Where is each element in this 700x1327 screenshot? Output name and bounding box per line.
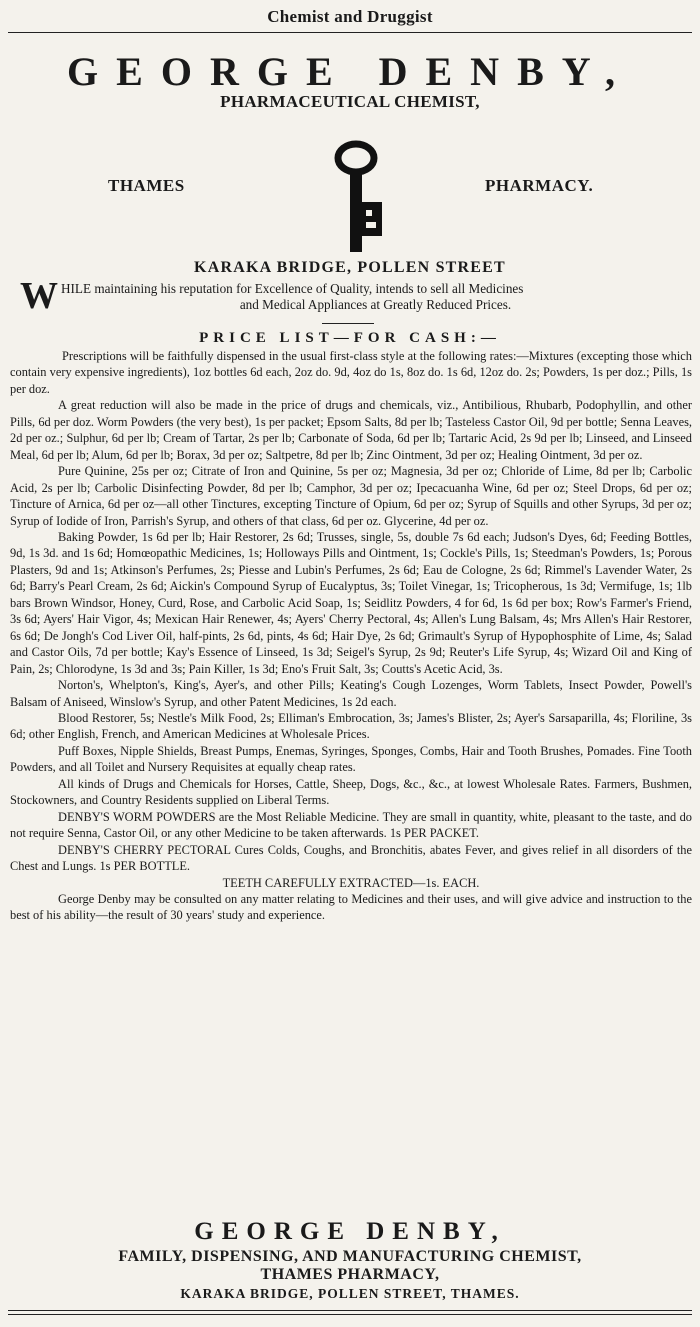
paragraph-patent-medicines: Norton's, Whelpton's, King's, Ayer's, and other Pills; Keating's Cough Lozenges, Worm Tablets, Insect Powder, Powell's Balsam of Aniseed, Winslow's Syrup, and other Patent Medicines, 1s 2d each. <box>10 678 692 709</box>
top-rule <box>8 32 692 33</box>
paragraph-quinine: Pure Quinine, 25s per oz; Citrate of Iron and Quinine, 5s per oz; Magnesia, 3d per oz; Chloride of Lime, 8d per lb; Carbolic Acid, 2s per lb; Carbolic Disinfecting Powder, 8d per lb; Camphor, 3d per oz; Ipecacuanha Wine, 6d per oz; Steel Drops, 6d per oz; Tincture of Arnica, 6d per oz—all other Tinctures, excepting Tincture of Opium, 6d per oz; Syrup of Squills and other Syrups, 3d per oz; Syrup of Iodide of Iron, Parrish's Syrup, and others of that class, 6d per oz. Glycerine, 4d per oz. <box>10 464 692 528</box>
pharmacy-label: PHARMACY. <box>485 176 594 195</box>
paragraph-toilet-requisites: Puff Boxes, Nipple Shields, Breast Pumps, Enemas, Syringes, Sponges, Combs, Hair and Tooth Brushes, Pomades. Fine Tooth Powders, and all Toilet and Nursery Requisites at equally cheap rates. <box>10 743 692 775</box>
bottom-rule-2 <box>8 1314 692 1315</box>
paragraph-veterinary: All kinds of Drugs and Chemicals for Horses, Cattle, Sheep, Dogs, &c., &c., at lowest Wholesale Rates. Farmers, Bushmen, Stockowners, and Country Residents supplied on Liberal Terms. <box>10 776 692 808</box>
thames-label: THAMES <box>108 176 185 195</box>
paragraph-sundries: Baking Powder, 1s 6d per lb; Hair Restorer, 2s 6d; Trusses, single, 5s, double 7s 6d each; Judson's Dyes, 6d; Feeding Bottles, 9d, 1s 3d. and 1s 6d; Homœopathic Medicines, 1s; Holloways Pills and Ointment, 1s; Cockle's Pills, 1s; Steedman's Powders, 1s; Porous Plasters, 9d and 1s; Atkinson's Perfumes, 2s; Piesse and Lubin's Perfumes, 2s 6d; Eau de Cologne, 2s 6d; Rimmel's Lavender Water, 2s 6d; Barry's Pearl Cream, 2s 6d; Aickin's Compound Syrup of Eucalyptus, 3s; Toilet Vinegar, 1s; Tricopherous, 1s 3d; Vermifuge, 1s; 1lb bars Brown Windsor, Honey, Curd, Rose, and Carbolic Acid Soap, 1s; Seidlitz Powders, 4 for 6d, 1s 6d per box; Row's Farmer's Friend, 3s 6d; Ayers' Hair Vigor, 4s; Mexican Hair Renewer, 4s; Ayers' Cherry Pectoral, 4s; Allen's Lung Balsam, 4s; Mrs Allen's Hair Restorer, 6s 6d; De Jongh's Cod Liver Oil, half-pints, 2s 6d, pints, 4s 6d; Hair Dye, 2s 6d; Grimault's Syrup of Hypophosphite of Lime, 4s; Salad and Castor Oils, 7d per bottle; Kay's Essence of Linseed, 1s 3d; Seigel's Syrup, 2s 9d; Reuter's Life Syrup, 4s; Wizard Oil and King of Pain, 2s; Chlorodyne, 1s 3d and 3s; Pain Killer, 1s 3d; Eno's Fruit Salt, 3s; Coutts's Acetic Acid, 3s. <box>10 529 692 676</box>
footer-line-1: FAMILY, DISPENSING, AND MANUFACTURING CHEMIST, <box>118 1248 582 1265</box>
teeth-notice: TEETH CAREFULLY EXTRACTED—1s. EACH. <box>222 875 480 890</box>
price-list-body <box>10 348 692 924</box>
key-icon <box>328 140 388 256</box>
intro-line-2: and Medical Appliances at Greatly Reduced Prices. <box>239 297 512 312</box>
intro-line-1: HILE maintaining his reputation for Excellence of Quality, intends to sell all Medicines <box>61 281 524 296</box>
price-list-heading: PRICE LIST—FOR CASH:— <box>199 330 501 346</box>
bottom-rule-1 <box>8 1310 692 1311</box>
footer-address: KARAKA BRIDGE, POLLEN STREET, THAMES. <box>180 1286 520 1301</box>
consultation-notice: George Denby may be consulted on any matter relating to Medicines and their uses, and will give advice and instruction to the best of his ability—the result of 30 years' study and experience. <box>10 891 692 923</box>
paragraph-worm-powders: DENBY'S WORM POWDERS are the Most Reliable Medicine. They are small in quantity, white, pleasant to the taste, and do not require Senna, Castor Oil, or any other Medicine to be taken afterwards. 1s PER PACKET. <box>10 809 692 841</box>
paragraph-blood-restorer: Blood Restorer, 5s; Nestle's Milk Food, 2s; Elliman's Embrocation, 3s; James's Blister, 2s; Ayer's Sarsaparilla, 4s; Floriline, 3s 6d; other English, French, and American Medicines at Wholesale Prices. <box>10 710 692 742</box>
footer-line-2: THAMES PHARMACY, <box>260 1266 440 1283</box>
short-rule <box>322 323 374 324</box>
paragraph-cherry-pectoral: DENBY'S CHERRY PECTORAL Cures Colds, Coughs, and Bronchitis, abates Fever, and gives relief in all disorders of the Chest and Lungs. 1s PER BOTTLE. <box>10 842 692 874</box>
intro-statement <box>16 275 690 317</box>
drop-cap: W <box>20 275 58 317</box>
section-header: Chemist and Druggist <box>267 7 433 26</box>
business-subtitle: PHARMACEUTICAL CHEMIST, <box>220 92 480 111</box>
paragraph-drugs-chemicals: A great reduction will also be made in the price of drugs and chemicals, viz., Antibilious, Rhubarb, Podophyllin, and other Pills, 6d per doz. Worm Powders (the very best), 1s per packet; Epsom Salts, 8d per lb; Tasteless Castor Oil, 9d per bottle; Senna Leaves, 2d per oz.; Sulphur, 6d per lb; Cream of Tartar, 2s per lb; Carbonate of Soda, 6d per lb; Tartaric Acid, 2s 9d per lb; Linseed, and Linseed Meal, 6d per lb; Alum, 6d per lb; Borax, 3d per oz; Saltpetre, 8d per lb; Zinc Ointment, 3d per oz; Healing Ointment, 3d per oz. <box>10 398 692 462</box>
paragraph-prescriptions: Prescriptions will be faithfully dispensed in the usual first-class style at the following rates:—Mixtures (excepting those which contain very expensive ingredients), 1oz bottles 6d each, 2oz do. 9d, 4oz do 1s, 8oz do. 1s 6d, 12oz do. 2s; Powders, 1s per doz.; Pills, 1s per doz. <box>10 349 692 396</box>
business-name: GEORGE DENBY, <box>67 49 633 94</box>
footer-business-name: GEORGE DENBY, <box>194 1218 506 1245</box>
street-address: KARAKA BRIDGE, POLLEN STREET <box>194 259 506 276</box>
